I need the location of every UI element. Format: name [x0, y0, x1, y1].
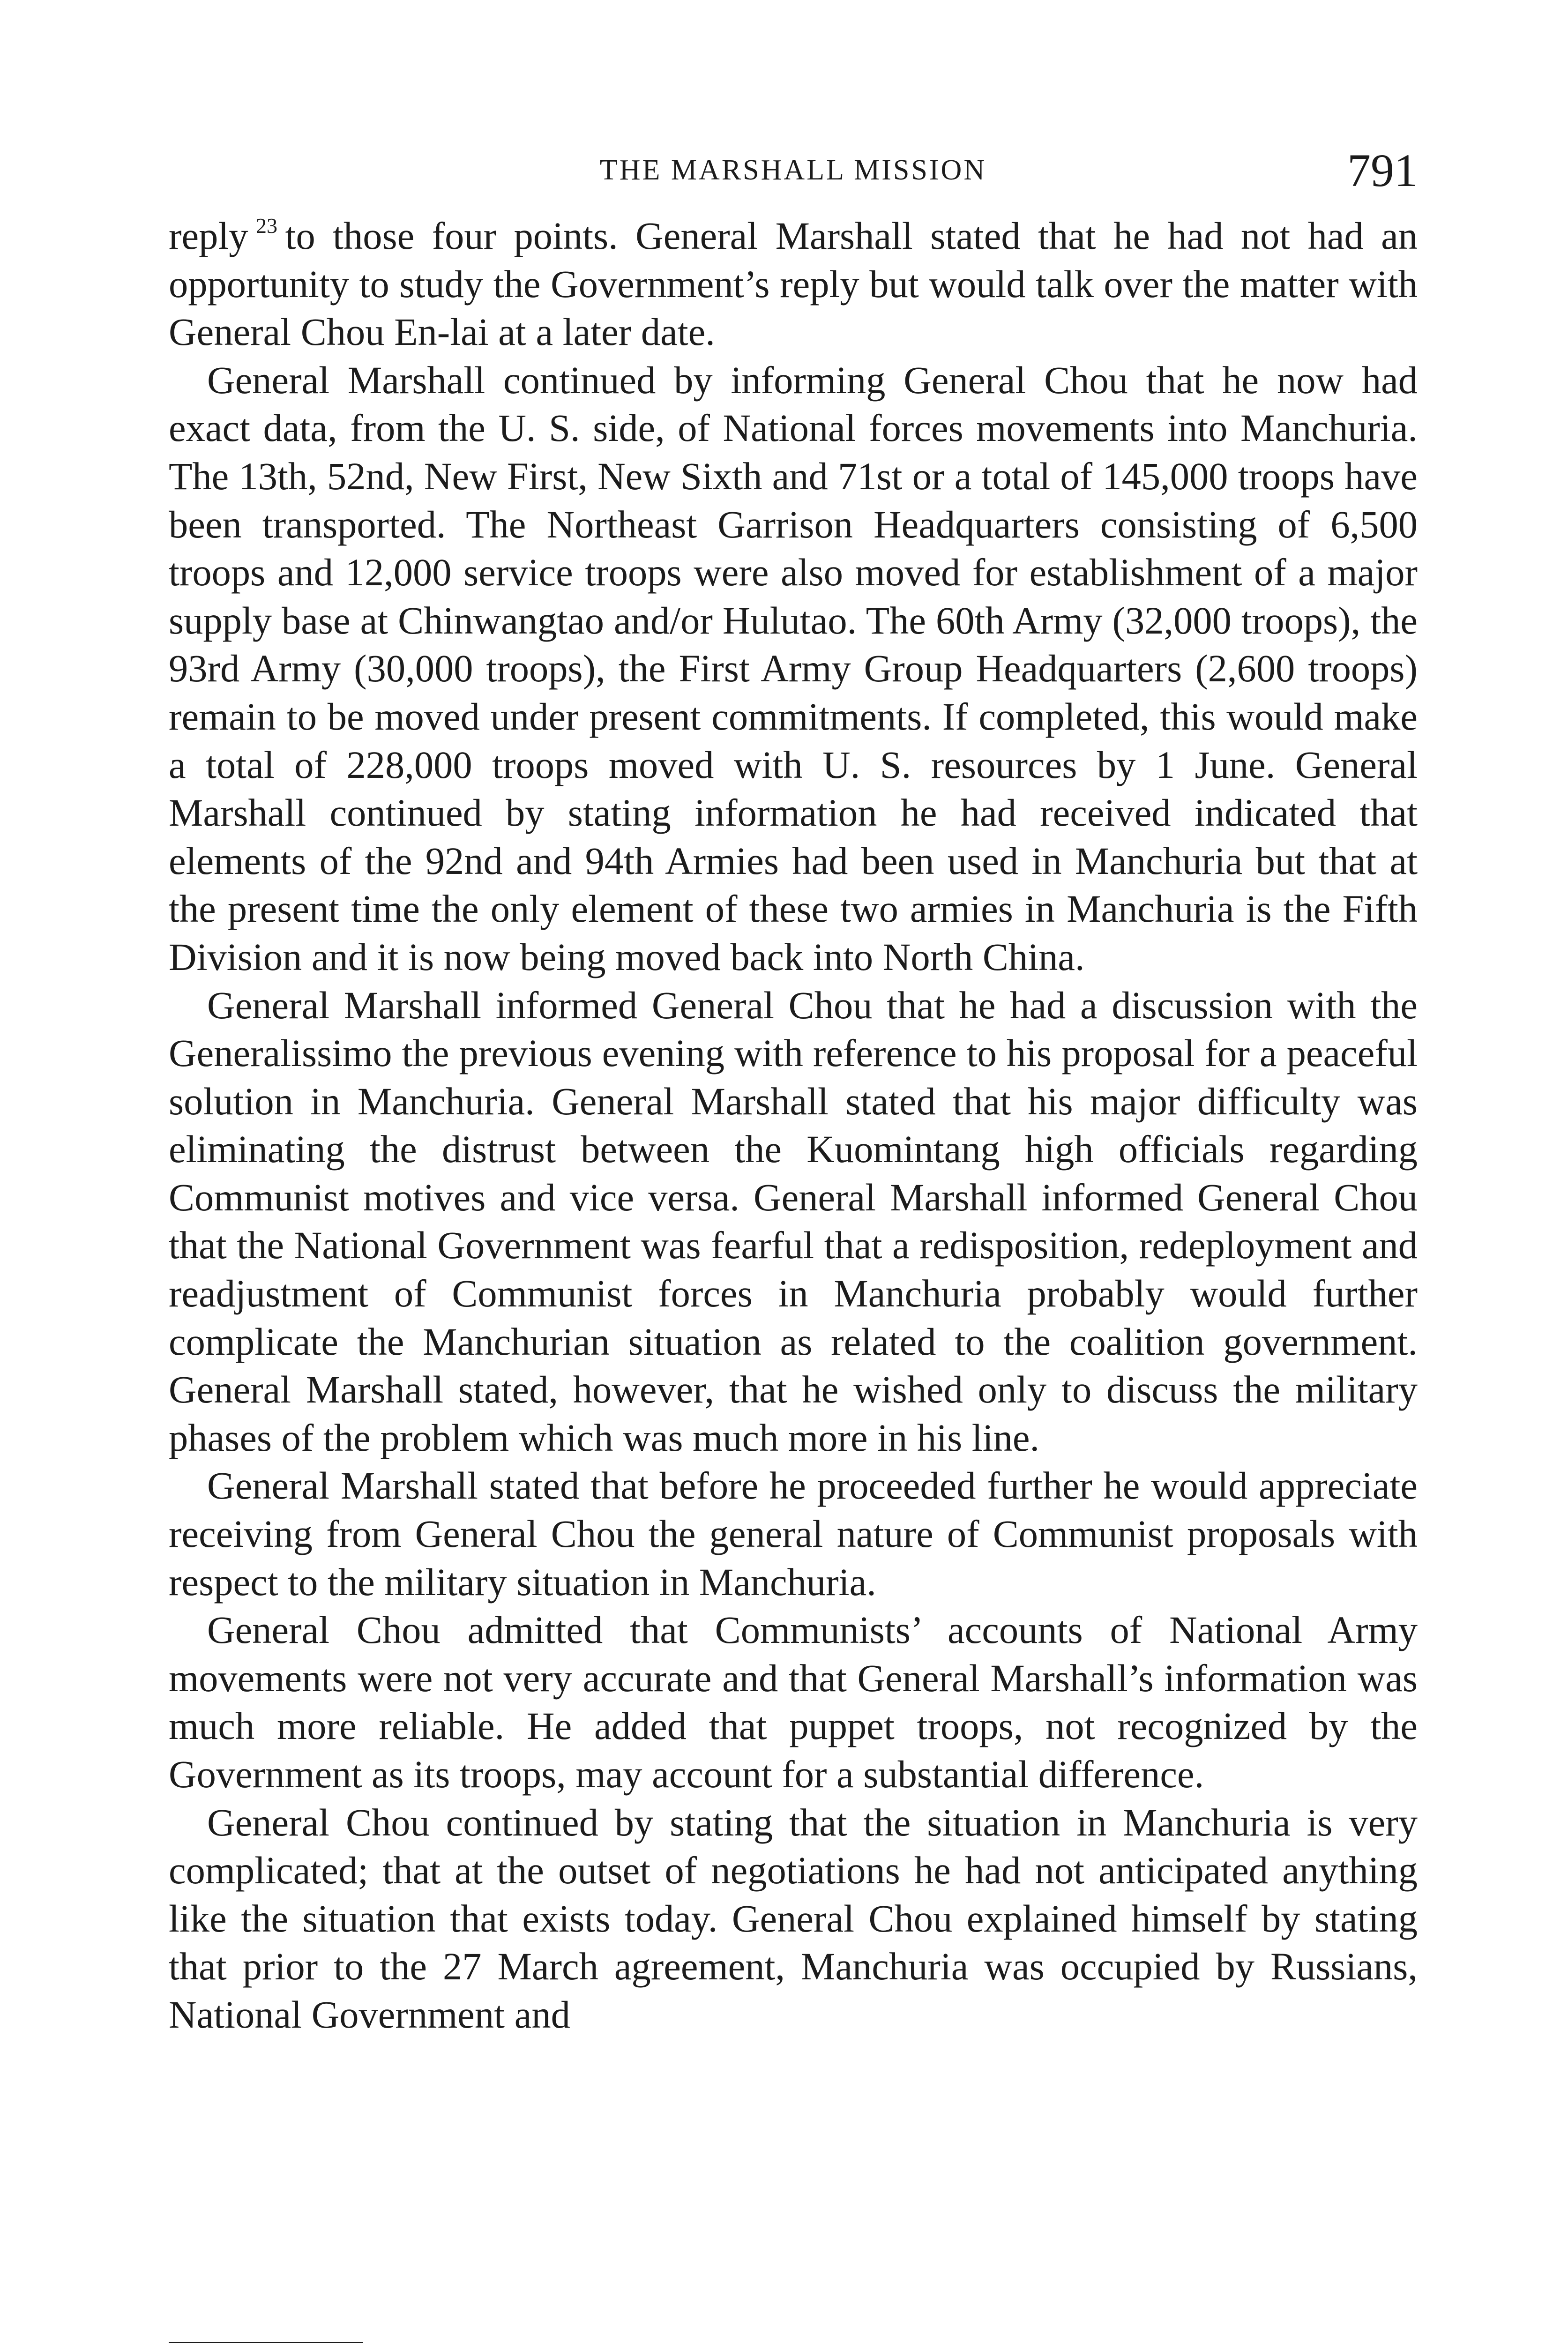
paragraph-4: General Marshall stated that before he proceeded further he would appreciate receiving from General Chou the general nature of Communist proposals with respect to the military situation in Manchuria. [169, 1464, 1418, 1604]
page-number: 791 [1347, 144, 1418, 196]
paragraph-1 [169, 212, 1418, 356]
paragraph-2: General Marshall continued by informing General Chou that he now had exact data, from the U. S. side, of National forces movements into Manchuria. The 13th, 52nd, New First, New Sixth and 71st or a total of 145,000 troops have been transported. The Northeast Garrison Headquarters consisting of 6,500 troops and 12,000 service troops were also moved for establishment of a major supply base at Chinwangtao and/or Hulutao. The 60th Army (32,000 troops), the 93rd Army (30,000 troops), the First Army Group Headquarters (2,600 troops) remain to be moved under present commitments. If completed, this would make a total of 228,000 troops moved with U. S. resources by 1 June. General Marshall continued by stating information he had received indicated that elements of the 92nd and 94th Armies had been used in Manchuria but that at the present time the only element of these two armies in Manchuria is the Fifth Division and it is now being moved back into North China. [169, 358, 1418, 978]
running-head [169, 144, 1418, 201]
paragraph-3: General Marshall informed General Chou that he had a discussion with the Generalissimo the previous evening with reference to his proposal for a peaceful solution in Manchuria. General Marshall stated that his major difficulty was eliminating the distrust between the Kuomintang high officials regarding Communist motives and vice versa. General Marshall informed General Chou that the National Government was fearful that a redisposition, redeployment and readjustment of Communist forces in Manchuria probably would further complicate the Manchurian situation as related to the coalition government. General Marshall stated, however, that he wished only to discuss the military phases of the problem which was much more in his line. [169, 983, 1418, 1459]
running-title: THE MARSHALL MISSION [599, 154, 987, 186]
body-text [169, 212, 1418, 2039]
paragraph-6: General Chou continued by stating that the situation in Manchuria is very complicated; that at the outset of negotiations he had not anticipated anything like the situation that exists today. General Chou explained himself by stating that prior to the 27 March agreement, Manchuria was occupied by Russians, National Government and [169, 1800, 1418, 2036]
paragraph-1-lead: reply [169, 214, 248, 257]
paragraph-5: General Chou admitted that Communists’ accounts of National Army movements were not very accurate and that General Marshall’s information was much more reliable. He added that puppet troops, not recognized by the Government as its troops, may account for a substantial difference. [169, 1608, 1418, 1796]
footnote-reference-23[interactable]: 23 [256, 214, 278, 238]
paragraph-1-text: to those four points. General Marshall stated that he had not had an opportunity to study the Government’s reply but would talk over the matter with General Chou En-lai at a later date. [169, 214, 1418, 354]
